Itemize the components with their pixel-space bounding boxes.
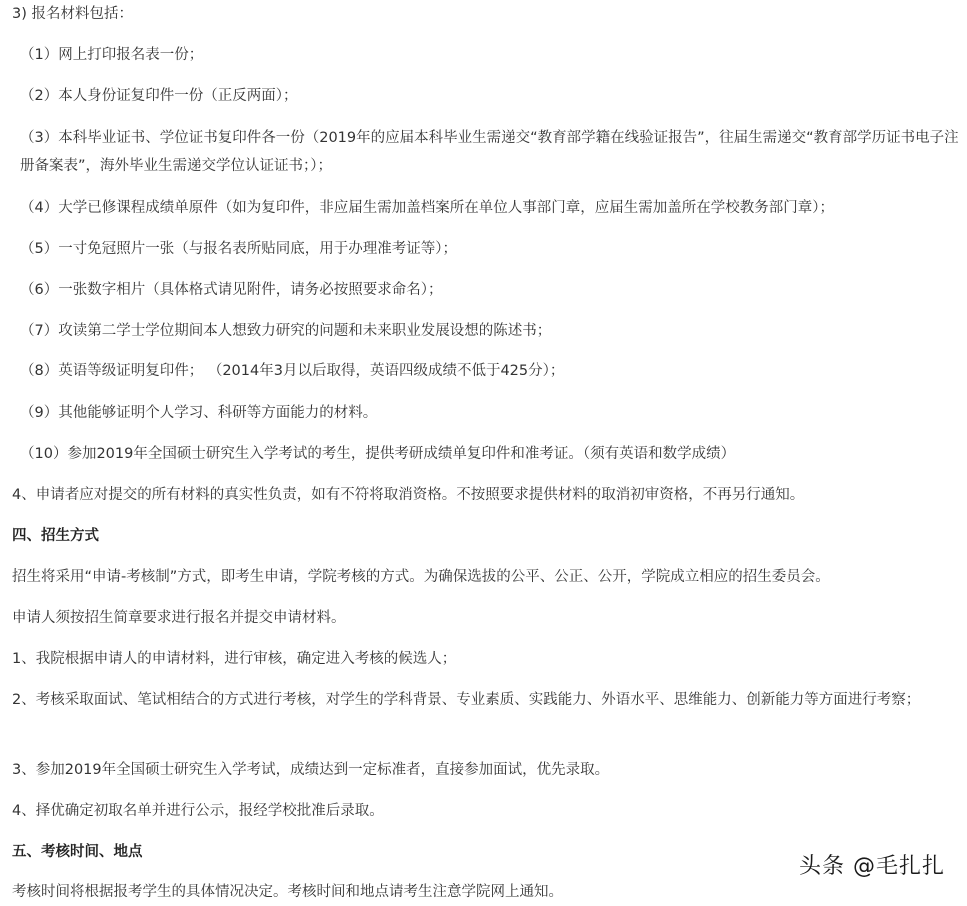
procedure-item-1: 1、我院根据申请人的申请材料，进行审核，确定进入考核的候选人； bbox=[12, 651, 457, 667]
material-item-6: （6）一张数字相片（具体格式请见附件，请务必按照要求命名）； bbox=[20, 282, 443, 298]
material-item-9: （9）其他能够证明个人学习、科研等方面能力的材料。 bbox=[20, 405, 378, 421]
material-item-2: （2）本人身份证复印件一份（正反两面）； bbox=[20, 88, 298, 104]
material-item-7: （7）攻读第二学士学位期间本人想致力研究的问题和未来职业发展设想的陈述书； bbox=[20, 323, 552, 339]
material-item-10: （10）参加2019年全国硕士研究生入学考试的考生，提供考研成绩单复印件和准考证。（须有英语和数学成绩） bbox=[20, 446, 736, 462]
watermark-author: 头条 @毛扎扎 bbox=[799, 854, 945, 879]
paragraph: 考核时间将根据报考学生的具体情况决定。考核时间和地点请考生注意学院网上通知。 bbox=[12, 884, 563, 900]
material-item-1: （1）网上打印报名表一份； bbox=[20, 47, 204, 63]
paragraph: 招生将采用“申请-考核制”方式，即考生申请，学院考核的方式。为确保选拔的公平、公正、公开，学院成立相应的招生委员会。 bbox=[12, 569, 830, 585]
materials-header: 3) 报名材料包括： bbox=[12, 6, 133, 22]
section-heading-exam-time-place: 五、考核时间、地点 bbox=[12, 844, 143, 860]
material-item-8: （8）英语等级证明复印件； （2014年3月以后取得，英语四级成绩不低于425分）； bbox=[20, 363, 565, 379]
procedure-item-4: 4、择优确定初取名单并进行公示，报经学校批准后录取。 bbox=[12, 803, 384, 819]
note-item-4: 4、申请者应对提交的所有材料的真实性负责，如有不符将取消资格。不按照要求提供材料的取消初审资格，不再另行通知。 bbox=[12, 487, 805, 503]
section-heading-admission-method: 四、招生方式 bbox=[12, 528, 99, 544]
material-item-3: （3）本科毕业证书、学位证书复印件各一份（2019年的应届本科毕业生需递交“教育部学籍在线验证报告”，往届生需递交“教育部学历证书电子注册备案表”，海外毕业生需递交学位认证证书；）； bbox=[20, 130, 959, 174]
paragraph: 申请人须按招生简章要求进行报名并提交申请材料。 bbox=[12, 610, 346, 626]
material-item-4: （4）大学已修课程成绩单原件（如为复印件，非应届生需加盖档案所在单位人事部门章，应届生需加盖所在学校教务部门章）； bbox=[20, 200, 834, 216]
procedure-item-2: 2、考核采取面试、笔试相结合的方式进行考核，对学生的学科背景、专业素质、实践能力、外语水平、思维能力、创新能力等方面进行考察； bbox=[12, 692, 921, 708]
material-item-5: （5）一寸免冠照片一张（与报名表所贴同底，用于办理准考证等）； bbox=[20, 241, 457, 257]
procedure-item-3: 3、参加2019年全国硕士研究生入学考试，成绩达到一定标准者，直接参加面试，优先录取。 bbox=[12, 762, 610, 778]
